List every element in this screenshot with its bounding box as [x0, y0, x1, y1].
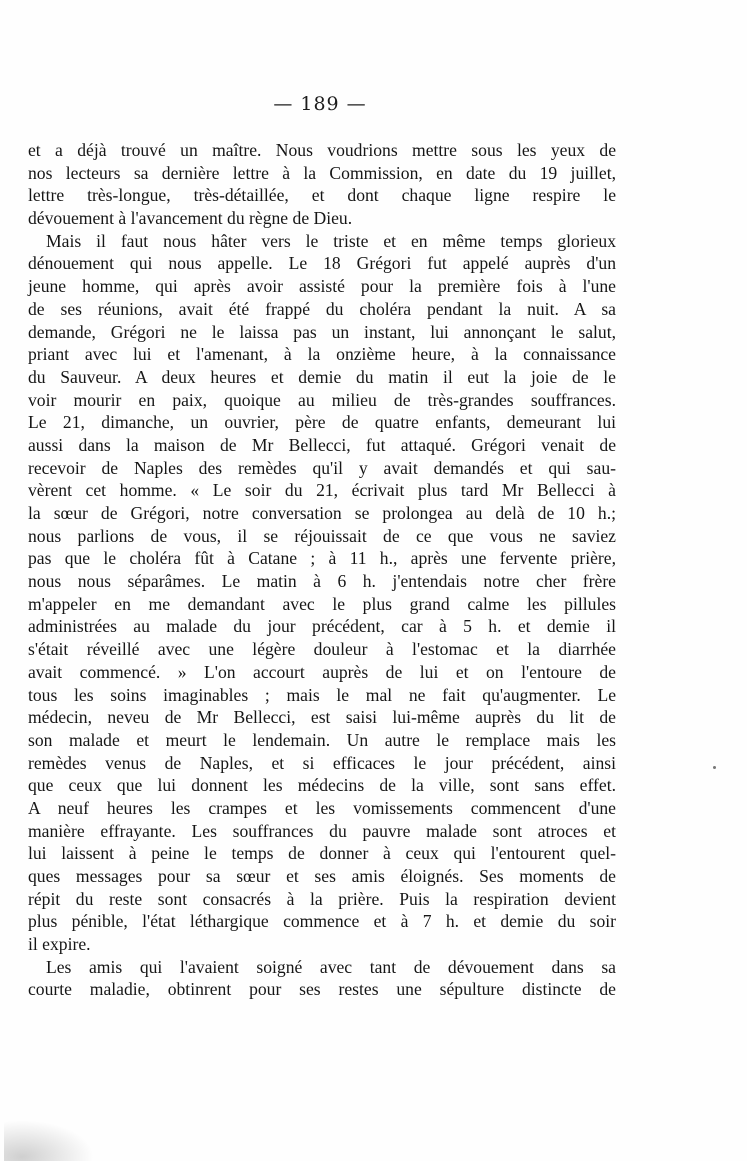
text-line: et a déjà trouvé un maître. Nous voudrions mettre sous les yeux de — [28, 140, 616, 160]
text-line: nous parlions de vous, il se réjouissait de ce que vous ne saviez — [28, 525, 616, 546]
text-line: dévouement à l'avancement du règne de Dieu. — [28, 208, 353, 229]
text-line: courte maladie, obtinrent pour ses restes une sépulture distincte de — [28, 979, 616, 1000]
text-line: s'était réveillé avec une légère douleur à l'estomac et la diarrhée — [28, 639, 616, 660]
text-line: lettre très-longue, très-détaillée, et dont chaque ligne respire le — [28, 185, 616, 206]
text-line: lui laissent à peine le temps de donner à ceux qui l'entourent quel- — [28, 843, 616, 864]
text-line: m'appeler en me demandant avec le plus grand calme les pillules — [28, 593, 616, 614]
text-line: recevoir de Naples des remèdes qu'il y avait demandés et qui sau- — [28, 457, 616, 478]
text-line: son malade et meurt le lendemain. Un autre le remplace mais les — [28, 729, 616, 750]
text-line: répit du reste sont consacrés à la prière. Puis la respiration devient — [28, 888, 616, 909]
text-line: jeune homme, qui après avoir assisté pour la première fois à l'une — [28, 276, 616, 297]
text-line: la sœur de Grégori, notre conversation se prolongea au delà de 10 h.; — [28, 503, 616, 523]
text-line: il expire. — [28, 934, 91, 955]
text-line: voir mourir en paix, quoique au milieu de très-grandes souffrances. — [28, 389, 616, 410]
text-line: nous nous séparâmes. Le matin à 6 h. j'entendais notre cher frère — [28, 571, 616, 592]
text-line: priant avec lui et l'amenant, à la onzième heure, à la connaissance — [28, 344, 616, 365]
text-line: de ses réunions, avait été frappé du choléra pendant la nuit. A sa — [28, 298, 616, 319]
text-line: avait commencé. » L'on accourt auprès de lui et on l'entoure de — [28, 661, 616, 682]
text-line: tous les soins imaginables ; mais le mal ne fait qu'augmenter. Le — [28, 684, 616, 705]
text-line: nos lecteurs sa dernière lettre à la Commission, en date du 19 juillet, — [28, 162, 616, 183]
text-line: ques messages pour sa sœur et ses amis éloignés. Ses moments de — [28, 866, 616, 886]
text-line: demande, Grégori ne le laissa pas un instant, lui annonçant le salut, — [28, 321, 616, 342]
text-line: Les amis qui l'avaient soigné avec tant de dévouement dans sa — [46, 956, 616, 977]
text-line: vèrent cet homme. « Le soir du 21, écrivait plus tard Mr Bellecci à — [28, 480, 616, 501]
page-number: — 189 — — [273, 93, 367, 115]
text-line: aussi dans la maison de Mr Bellecci, fut attaqué. Grégori venait de — [28, 434, 616, 455]
text-line: médecin, neveu de Mr Bellecci, est saisi lui-même auprès du lit de — [28, 707, 616, 728]
text-line: administrées au malade du jour précédent, car à 5 h. et demie il — [28, 616, 616, 637]
text-line: plus pénible, l'état léthargique commence et à 7 h. et demie du soir — [28, 911, 616, 932]
paper-smudge — [4, 1120, 94, 1161]
text-line: manière effrayante. Les souffrances du pauvre malade sont atroces et — [28, 820, 616, 841]
text-line: A neuf heures les crampes et les vomissements commencent d'une — [28, 797, 616, 818]
text-line: Le 21, dimanche, un ouvrier, père de quatre enfants, demeurant lui — [28, 412, 616, 433]
text-line: du Sauveur. A deux heures et demie du matin il eut la joie de le — [28, 366, 616, 387]
text-line: dénouement qui nous appelle. Le 18 Grégori fut appelé auprès d'un — [28, 253, 616, 274]
paper-speck — [713, 766, 716, 769]
text-line: pas que le choléra fût à Catane ; à 11 h., après une fervente prière, — [28, 548, 616, 569]
body-text — [28, 139, 616, 1001]
text-line: que ceux que lui donnent les médecins de la ville, sont sans effet. — [28, 775, 616, 796]
text-line: remèdes venus de Naples, et si efficaces le jour précédent, ainsi — [28, 752, 616, 773]
text-line: Mais il faut nous hâter vers le triste et en même temps glorieux — [46, 230, 616, 251]
